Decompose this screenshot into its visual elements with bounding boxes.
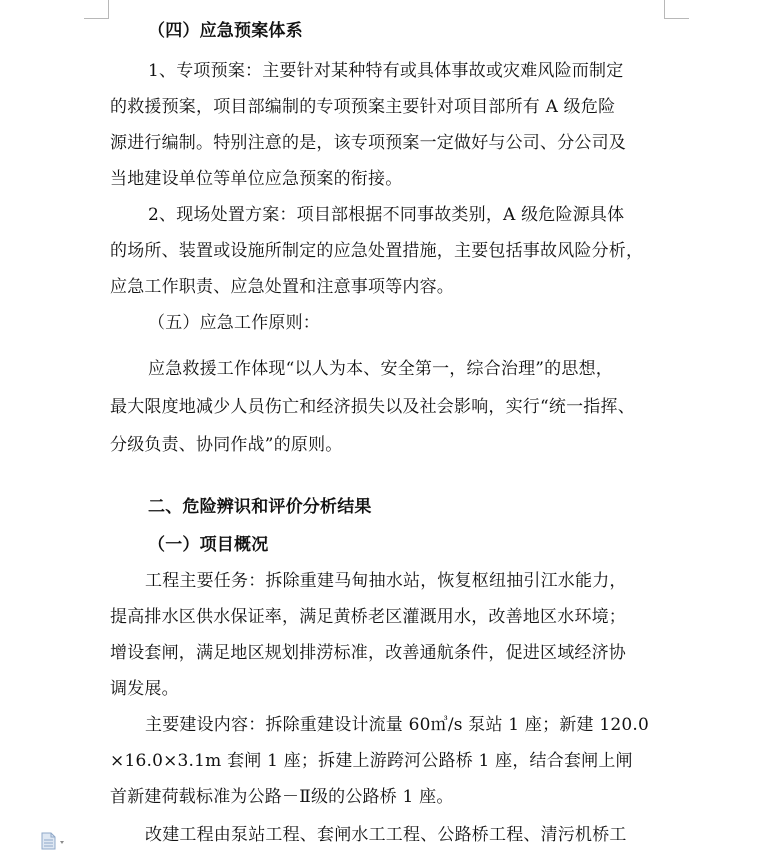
paragraph-line: 调发展。: [110, 679, 179, 699]
paragraph-line: 应急工作职责、应急处置和注意事项等内容。: [110, 277, 454, 297]
section-heading-project-overview: （一）项目概况: [148, 535, 269, 555]
paragraph-line: 分级负责、协同作战”的原则。: [110, 435, 343, 455]
margin-corner-mark-left: [84, 0, 109, 19]
document-icon[interactable]: [40, 832, 68, 850]
paragraph-line: 2、现场处置方案：项目部根据不同事故类别，A 级危险源具体: [148, 205, 625, 225]
paragraph-line: 的救援预案，项目部编制的专项预案主要针对项目部所有 A 级危险: [110, 97, 616, 117]
paragraph-line: ×16.0×3.1m 套闸 1 座；拆建上游跨河公路桥 1 座，结合套闸上闸: [110, 751, 633, 771]
section-heading-emergency-principles: （五）应急工作原则：: [148, 313, 320, 333]
paragraph-line: 应急救援工作体现“以人为本、安全第一，综合治理”的思想，: [148, 359, 613, 379]
paragraph-line: 当地建设单位等单位应急预案的衔接。: [110, 169, 403, 189]
paragraph-line: 首新建荷载标准为公路－Ⅱ级的公路桥 1 座。: [110, 787, 454, 807]
paragraph-line: 改建工程由泵站工程、套闸水工工程、公路桥工程、清污机桥工: [145, 825, 627, 845]
section-heading-emergency-plan-system: （四）应急预案体系: [148, 21, 303, 41]
paragraph-line: 主要建设内容：拆除重建设计流量 60㎥/s 泵站 1 座；新建 120.0: [145, 715, 649, 735]
paragraph-line: 源进行编制。特别注意的是，该专项预案一定做好与公司、分公司及: [110, 133, 626, 153]
paragraph-line: 增设套闸，满足地区规划排涝标准，改善通航条件，促进区域经济协: [110, 643, 626, 663]
paragraph-line: 1、专项预案：主要针对某种特有或具体事故或灾难风险而制定: [148, 61, 624, 81]
paragraph-line: 工程主要任务：拆除重建马甸抽水站，恢复枢纽抽引江水能力，: [145, 571, 627, 591]
paragraph-line: 最大限度地减少人员伤亡和经济损失以及社会影响，实行“统一指挥、: [110, 397, 635, 417]
margin-corner-mark-right: [664, 0, 689, 19]
paragraph-line: 的场所、装置或设施所制定的应急处置措施，主要包括事故风险分析，: [110, 241, 644, 261]
paragraph-line: 提高排水区供水保证率，满足黄桥老区灌溉用水，改善地区水环境；: [110, 607, 626, 627]
chapter-heading-hazard-identification: 二、危险辨识和评价分析结果: [148, 497, 372, 517]
